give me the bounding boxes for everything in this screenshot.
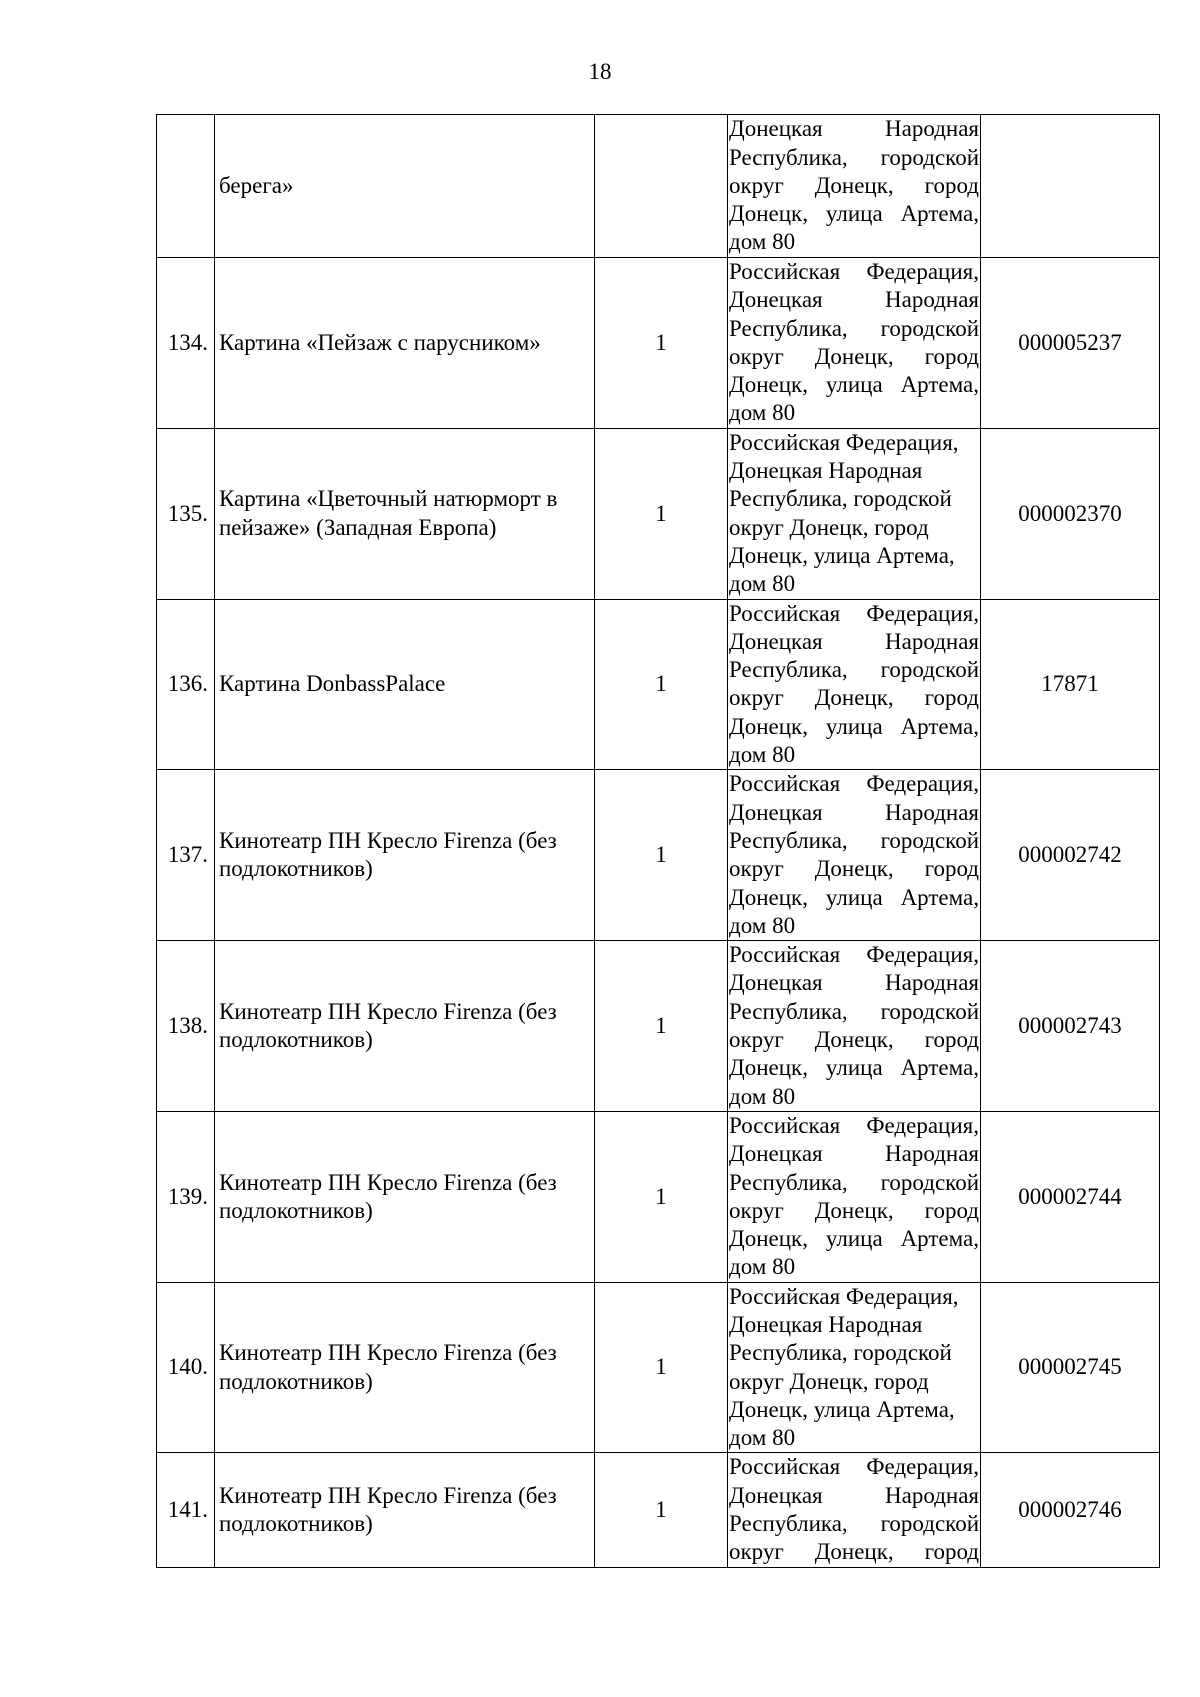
table-row	[157, 1282, 1160, 1453]
quantity-cell: 1	[595, 941, 728, 1112]
address-line: дом 80	[729, 912, 796, 938]
address-cell	[728, 770, 981, 941]
address-line: Донецкая Народная	[729, 116, 979, 142]
inventory-number-cell: 000002742	[981, 770, 1160, 941]
address-line: Российская Федерация,	[729, 942, 979, 968]
address-line: Донецкая Народная	[729, 287, 979, 313]
address-line: Российская Федерация,	[729, 1283, 959, 1309]
address-line: Республика, городской	[729, 144, 979, 170]
row-number-cell: 141.	[157, 1453, 215, 1567]
item-name-cell: берега»	[215, 115, 595, 258]
address-line: Республика, городской	[729, 1340, 952, 1366]
quantity-cell: 1	[595, 770, 728, 941]
address-line: округ Донецк, город	[729, 685, 979, 711]
item-name-cell: Картина DonbassPalace	[215, 599, 595, 770]
item-name-cell: Кинотеатр ПН Кресло Firenza (без подлокотников)	[215, 1453, 595, 1567]
address-line: округ Донецк, город	[729, 343, 979, 369]
address-line: Российская Федерация,	[729, 1112, 979, 1138]
address-line: Республика, городской	[729, 1511, 979, 1537]
address-line: Донецк, улица Артема,	[729, 201, 979, 227]
item-name-cell: Картина «Пейзаж с парусником»	[215, 258, 595, 429]
address-line: Донецк, улица Артема,	[729, 1055, 979, 1081]
table-row	[157, 770, 1160, 941]
address-line: округ Донецк, город	[729, 1539, 979, 1565]
page-number: 18	[588, 59, 612, 84]
address-line: Донецкая Народная	[729, 628, 979, 654]
address-line: округ Донецк, город	[729, 172, 979, 198]
address-cell	[728, 428, 981, 599]
address-line: Республика, городской	[729, 486, 952, 512]
address-line: дом 80	[729, 571, 796, 597]
item-name-cell: Картина «Цветочный натюрморт в пейзаже» (Западная Европа)	[215, 428, 595, 599]
address-line: Российская Федерация,	[729, 600, 979, 626]
inventory-number-cell: 000002744	[981, 1111, 1160, 1282]
address-line: Донецкая Народная	[729, 1482, 979, 1508]
address-line: дом 80	[729, 1425, 796, 1451]
address-line: Донецк, улица Артема,	[729, 1396, 955, 1422]
address-line: Донецк, улица Артема,	[729, 713, 979, 739]
address-line: Донецкая Народная	[729, 1141, 979, 1167]
item-name-cell: Кинотеатр ПН Кресло Firenza (без подлокотников)	[215, 1111, 595, 1282]
row-number-cell: 134.	[157, 258, 215, 429]
row-number-cell: 136.	[157, 599, 215, 770]
item-name-cell: Кинотеатр ПН Кресло Firenza (без подлокотников)	[215, 770, 595, 941]
inventory-number-cell: 000002745	[981, 1282, 1160, 1453]
quantity-cell: 1	[595, 258, 728, 429]
inventory-number-cell: 17871	[981, 599, 1160, 770]
address-line: Донецк, улица Артема,	[729, 542, 955, 568]
inventory-number-cell	[981, 115, 1160, 258]
address-line: Российская Федерация,	[729, 1454, 979, 1480]
address-line: Донецкая Народная	[729, 1311, 923, 1337]
registry-table	[156, 114, 1160, 1568]
table-row	[157, 258, 1160, 429]
row-number-cell: 138.	[157, 941, 215, 1112]
table-row	[157, 941, 1160, 1112]
table-row	[157, 599, 1160, 770]
address-line: округ Донецк, город	[729, 1368, 929, 1394]
address-line: Донецкая Народная	[729, 970, 979, 996]
address-line: округ Донецк, город	[729, 1197, 979, 1223]
address-line: Республика, городской	[729, 1169, 979, 1195]
table-row	[157, 1453, 1160, 1567]
address-line: Республика, городской	[729, 827, 979, 853]
address-cell	[728, 115, 981, 258]
address-line: Республика, городской	[729, 315, 979, 341]
address-line: округ Донецк, город	[729, 1027, 979, 1053]
quantity-cell: 1	[595, 599, 728, 770]
address-line: дом 80	[729, 1254, 796, 1280]
address-line: Донецкая Народная	[729, 799, 979, 825]
address-line: Донецк, улица Артема,	[729, 1226, 979, 1252]
address-line: Донецк, улица Артема,	[729, 884, 979, 910]
address-cell	[728, 1282, 981, 1453]
registry-table-body	[157, 115, 1160, 1568]
quantity-cell: 1	[595, 1282, 728, 1453]
address-line: Донецк, улица Артема,	[729, 372, 979, 398]
inventory-number-cell: 000005237	[981, 258, 1160, 429]
address-line: Российская Федерация,	[729, 429, 959, 455]
inventory-number-cell: 000002743	[981, 941, 1160, 1112]
row-number-cell	[157, 115, 215, 258]
row-number-cell: 139.	[157, 1111, 215, 1282]
inventory-number-cell: 000002746	[981, 1453, 1160, 1567]
address-line: округ Донецк, город	[729, 514, 929, 540]
address-line: Республика, городской	[729, 998, 979, 1024]
address-line: дом 80	[729, 1083, 796, 1109]
address-cell	[728, 941, 981, 1112]
address-line: дом 80	[729, 742, 796, 768]
address-cell	[728, 599, 981, 770]
quantity-cell: 1	[595, 428, 728, 599]
address-line: Российская Федерация,	[729, 259, 979, 284]
quantity-cell	[595, 115, 728, 258]
address-line: Республика, городской	[729, 657, 979, 683]
address-cell	[728, 1453, 981, 1567]
address-line: дом 80	[729, 229, 796, 255]
table-row	[157, 428, 1160, 599]
table-row	[157, 115, 1160, 258]
quantity-cell: 1	[595, 1453, 728, 1567]
row-number-cell: 137.	[157, 770, 215, 941]
item-name-cell: Кинотеатр ПН Кресло Firenza (без подлокотников)	[215, 1282, 595, 1453]
address-cell	[728, 258, 981, 429]
address-line: Донецкая Народная	[729, 458, 923, 484]
address-line: Российская Федерация,	[729, 771, 979, 797]
address-line: дом 80	[729, 400, 796, 426]
quantity-cell: 1	[595, 1111, 728, 1282]
item-name-cell: Кинотеатр ПН Кресло Firenza (без подлокотников)	[215, 941, 595, 1112]
address-cell	[728, 1111, 981, 1282]
table-row	[157, 1111, 1160, 1282]
address-line: округ Донецк, город	[729, 856, 979, 882]
row-number-cell: 140.	[157, 1282, 215, 1453]
inventory-number-cell: 000002370	[981, 428, 1160, 599]
row-number-cell: 135.	[157, 428, 215, 599]
